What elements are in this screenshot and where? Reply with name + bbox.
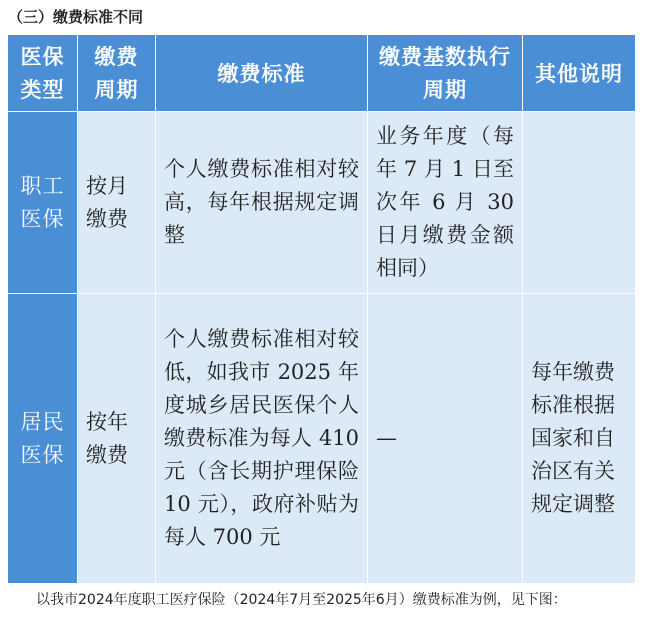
row-cycle-cell: 按月缴费 [78,112,156,294]
header-payment-cycle: 缴费周期 [78,35,156,112]
footnote-paragraph: 以我市2024年度职工医疗保险（2024年7月至2025年6月）缴费标准为例，见下图： [36,592,567,608]
row-base-period-cell: — [368,294,523,584]
fee-comparison-table [7,34,636,584]
row-type-label: 职工医保 [8,112,78,294]
row-standard-cell: 个人缴费标准相对较高，每年根据规定调整 [156,112,368,294]
table-header-row [8,35,636,112]
row-base-period-cell: 业务年度（每年 7 月 1 日至次年 6 月 30 日月缴费金额相同） [368,112,523,294]
table-row [8,112,636,294]
table-row [8,294,636,584]
header-insurance-type: 医保类型 [8,35,78,112]
row-cycle-cell: 按年缴费 [78,294,156,584]
header-other-notes: 其他说明 [523,35,636,112]
header-base-period: 缴费基数执行周期 [368,35,523,112]
header-payment-standard: 缴费标准 [156,35,368,112]
row-note-cell: 每年缴费标准根据国家和自治区有关规定调整 [523,294,636,584]
section-title: （三）缴费标准不同 [8,8,144,26]
row-standard-cell: 个人缴费标准相对较低，如我市 2025 年度城乡居民医保个人缴费标准为每人 410 元（含长期护理保险 10 元），政府补贴为每人 700 元 [156,294,368,584]
row-type-label: 居民医保 [8,294,78,584]
row-note-cell [523,112,636,294]
